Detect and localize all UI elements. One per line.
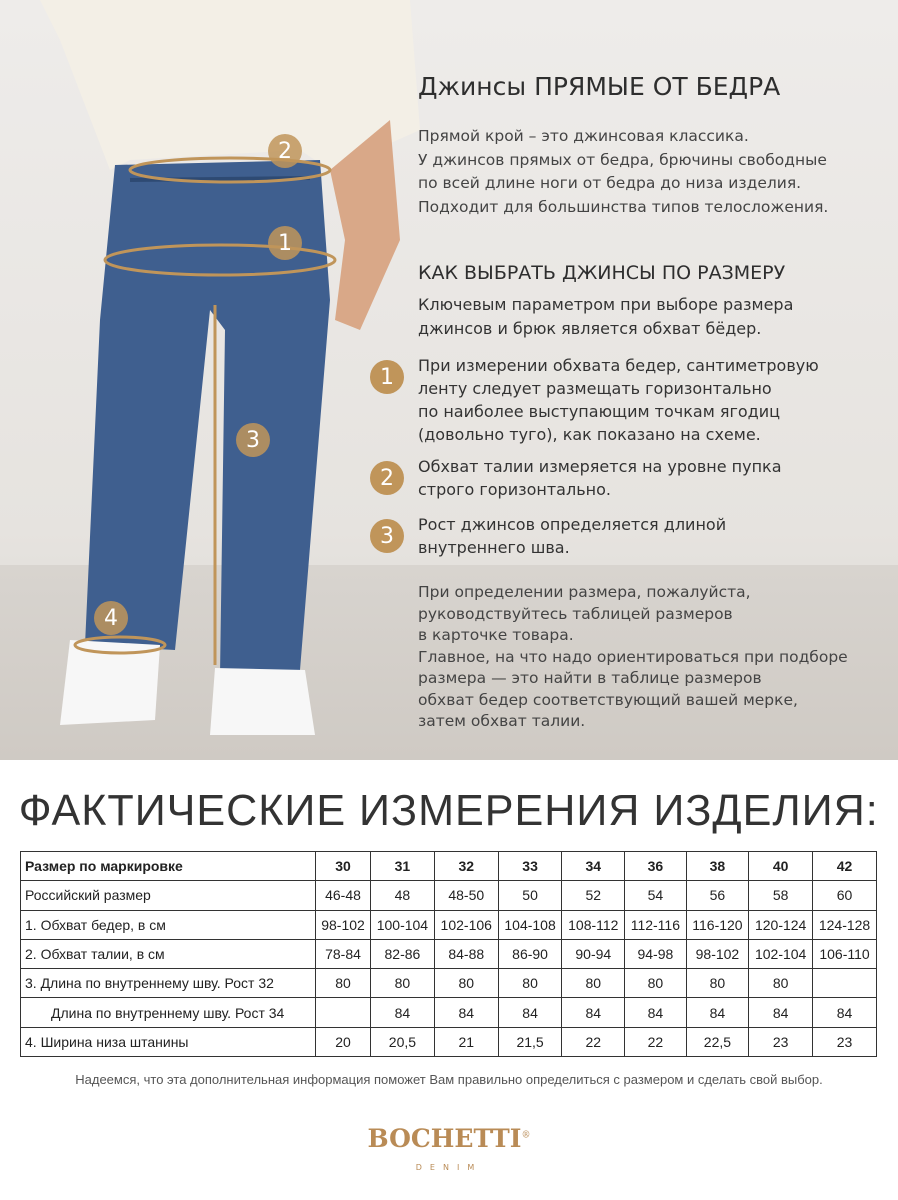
table-cell: 84 bbox=[498, 998, 562, 1027]
row-label: Российский размер bbox=[21, 881, 316, 910]
table-cell bbox=[316, 998, 371, 1027]
step-line: Обхват талии измеряется на уровне пупка bbox=[418, 457, 782, 476]
footer-note: Надеемся, что эта дополнительная информация поможет Вам правильно определиться с размером и сделать свой выбор. bbox=[75, 1072, 823, 1087]
table-cell: 38 bbox=[686, 852, 749, 881]
table-cell: 102-106 bbox=[434, 910, 498, 939]
table-cell: 23 bbox=[749, 1027, 813, 1056]
note-line: Главное, на что надо ориентироваться при подборе bbox=[418, 647, 848, 666]
table-cell: 80 bbox=[498, 969, 562, 998]
table-cell: 90-94 bbox=[562, 939, 625, 968]
marker-2: 2 bbox=[268, 134, 302, 168]
table-cell: 80 bbox=[625, 969, 686, 998]
table-cell: 22,5 bbox=[686, 1027, 749, 1056]
table-cell: 80 bbox=[371, 969, 435, 998]
howto-line: Ключевым параметром при выборе размера bbox=[418, 295, 794, 314]
table-cell: 32 bbox=[434, 852, 498, 881]
table-cell: 20 bbox=[316, 1027, 371, 1056]
table-cell: 84 bbox=[371, 998, 435, 1027]
intro-text bbox=[418, 125, 828, 219]
step-line: внутреннего шва. bbox=[418, 538, 570, 557]
registered-mark: ® bbox=[521, 1130, 531, 1141]
note-line: затем обхват талии. bbox=[418, 712, 586, 730]
size-note bbox=[418, 582, 848, 733]
table-cell: 120-124 bbox=[749, 910, 813, 939]
table-cell: 48-50 bbox=[434, 881, 498, 910]
brand-logo bbox=[0, 1124, 898, 1153]
marker-1: 1 bbox=[268, 226, 302, 260]
table-row bbox=[21, 1027, 877, 1056]
table-cell: 46-48 bbox=[316, 881, 371, 910]
step-3 bbox=[370, 515, 727, 559]
table-row bbox=[21, 881, 877, 910]
table-cell: 48 bbox=[371, 881, 435, 910]
note-line: руководствуйтесь таблицей размеров bbox=[418, 604, 733, 623]
table-cell: 60 bbox=[813, 881, 877, 910]
step-2 bbox=[370, 457, 782, 501]
row-label: 2. Обхват талии, в см bbox=[21, 939, 316, 968]
note-line: в карточке товара. bbox=[418, 626, 574, 644]
step-line: ленту следует размещать горизонтально bbox=[418, 379, 772, 398]
table-row bbox=[21, 969, 877, 998]
step-line: (довольно туго), как показано на схеме. bbox=[418, 425, 761, 444]
product-title: Джинсы ПРЯМЫЕ ОТ БЕДРА bbox=[418, 72, 781, 101]
table-header-row bbox=[21, 852, 877, 881]
note-line: размера — это найти в таблице размеров bbox=[418, 669, 762, 687]
table-cell: 22 bbox=[562, 1027, 625, 1056]
table-cell bbox=[813, 969, 877, 998]
table-cell: 86-90 bbox=[498, 939, 562, 968]
table-cell: 52 bbox=[562, 881, 625, 910]
step-line: Рост джинсов определяется длиной bbox=[418, 515, 727, 534]
brand-name: BOCHETTI bbox=[367, 1124, 522, 1153]
step-line: по наиболее выступающим точкам ягодиц bbox=[418, 402, 781, 421]
table-cell: 100-104 bbox=[371, 910, 435, 939]
table-cell: 108-112 bbox=[562, 910, 625, 939]
table-cell: 20,5 bbox=[371, 1027, 435, 1056]
table-cell: 112-116 bbox=[625, 910, 686, 939]
table-cell: 58 bbox=[749, 881, 813, 910]
step-number: 3 bbox=[370, 519, 404, 553]
step-1 bbox=[370, 356, 819, 446]
table-cell: 56 bbox=[686, 881, 749, 910]
table-cell: 106-110 bbox=[813, 939, 877, 968]
row-label: Размер по маркировке bbox=[21, 852, 316, 881]
table-cell: 31 bbox=[371, 852, 435, 881]
table-cell: 84 bbox=[749, 998, 813, 1027]
row-label: 4. Ширина низа штанины bbox=[21, 1027, 316, 1056]
table-cell: 21,5 bbox=[498, 1027, 562, 1056]
intro-line: Прямой крой – это джинсовая классика. bbox=[418, 127, 749, 145]
table-cell: 54 bbox=[625, 881, 686, 910]
table-cell: 50 bbox=[498, 881, 562, 910]
table-cell: 124-128 bbox=[813, 910, 877, 939]
table-cell: 34 bbox=[562, 852, 625, 881]
table-cell: 23 bbox=[813, 1027, 877, 1056]
howto-line: джинсов и брюк является обхват бёдер. bbox=[418, 318, 762, 338]
table-cell: 80 bbox=[316, 969, 371, 998]
table-cell: 21 bbox=[434, 1027, 498, 1056]
table-cell: 40 bbox=[749, 852, 813, 881]
table-cell: 84-88 bbox=[434, 939, 498, 968]
measurements-title-row bbox=[0, 785, 898, 837]
step-number: 2 bbox=[370, 461, 404, 495]
table-cell: 82-86 bbox=[371, 939, 435, 968]
table-cell: 102-104 bbox=[749, 939, 813, 968]
note-line: При определении размера, пожалуйста, bbox=[418, 583, 751, 601]
step-line: При измерении обхвата бедер, сантиметровую bbox=[418, 356, 819, 375]
table-row bbox=[21, 939, 877, 968]
table-cell: 36 bbox=[625, 852, 686, 881]
step-number: 1 bbox=[370, 360, 404, 394]
brand-subtitle: DENIM bbox=[415, 1163, 483, 1172]
table-cell: 84 bbox=[686, 998, 749, 1027]
table-cell: 42 bbox=[813, 852, 877, 881]
table-cell: 84 bbox=[562, 998, 625, 1027]
row-label: 1. Обхват бедер, в см bbox=[21, 910, 316, 939]
howto-heading: КАК ВЫБРАТЬ ДЖИНСЫ ПО РАЗМЕРУ bbox=[418, 262, 786, 284]
measurements-title: ФАКТИЧЕСКИЕ ИЗМЕРЕНИЯ ИЗДЕЛИЯ: bbox=[18, 786, 879, 835]
howto-text bbox=[418, 293, 793, 340]
marker-3: 3 bbox=[236, 423, 270, 457]
marker-4: 4 bbox=[94, 601, 128, 635]
table-cell: 94-98 bbox=[625, 939, 686, 968]
table-cell: 80 bbox=[749, 969, 813, 998]
table-cell: 78-84 bbox=[316, 939, 371, 968]
table-cell: 80 bbox=[434, 969, 498, 998]
table-cell: 116-120 bbox=[686, 910, 749, 939]
table-cell: 30 bbox=[316, 852, 371, 881]
table-cell: 84 bbox=[434, 998, 498, 1027]
table-cell: 80 bbox=[686, 969, 749, 998]
row-label: 3. Длина по внутреннему шву. Рост 32 bbox=[21, 969, 316, 998]
table-cell: 84 bbox=[813, 998, 877, 1027]
model-jeans-photo bbox=[0, 0, 420, 760]
table-row bbox=[21, 910, 877, 939]
step-line: строго горизонтально. bbox=[418, 480, 611, 499]
table-cell: 98-102 bbox=[316, 910, 371, 939]
table-cell: 80 bbox=[562, 969, 625, 998]
note-line: обхват бедер соответствующий вашей мерке, bbox=[418, 690, 798, 709]
intro-line: Подходит для большинства типов телосложения. bbox=[418, 197, 829, 216]
table-row bbox=[21, 998, 877, 1027]
table-cell: 84 bbox=[625, 998, 686, 1027]
size-table bbox=[20, 851, 877, 1057]
table-cell: 104-108 bbox=[498, 910, 562, 939]
row-label: Длина по внутреннему шву. Рост 34 bbox=[21, 998, 316, 1027]
table-cell: 33 bbox=[498, 852, 562, 881]
intro-line: по всей длине ноги от бедра до низа изделия. bbox=[418, 174, 802, 192]
table-cell: 98-102 bbox=[686, 939, 749, 968]
intro-line: У джинсов прямых от бедра, брючины свободные bbox=[418, 150, 827, 169]
table-cell: 22 bbox=[625, 1027, 686, 1056]
